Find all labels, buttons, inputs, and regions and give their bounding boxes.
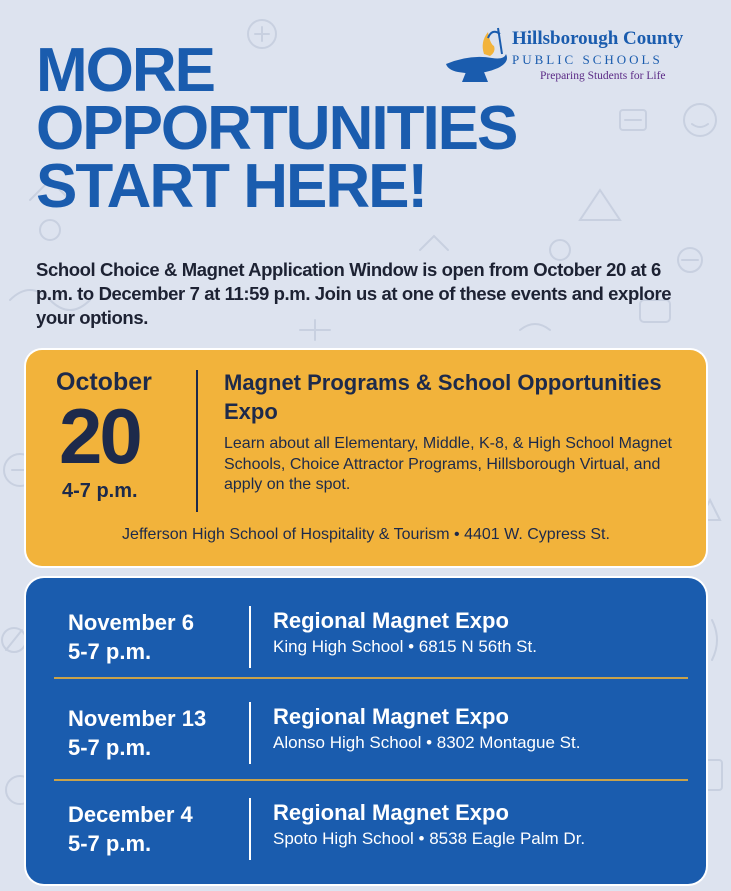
- event-date-day: November 13: [68, 706, 207, 731]
- event-title: Regional Magnet Expo: [273, 608, 509, 633]
- headline-line-2: OPPORTUNITIES: [36, 94, 517, 163]
- featured-description: Learn about all Elementary, Middle, K-8, & High School Magnet Schools, Choice Attractor Programs, Hillsborough Virtual, and apply on the spot.: [224, 435, 672, 493]
- event-row: [26, 598, 706, 684]
- event-date: [68, 800, 193, 858]
- headline-line-3: START HERE!: [36, 152, 427, 221]
- event-date-time: 5-7 p.m.: [68, 735, 152, 760]
- intro-text: School Choice & Magnet Application Window is open from October 20 at 6 p.m. to December 7 at 11:59 p.m. Join us at one of these events and explore your options.: [36, 259, 672, 328]
- event-date-day: December 4: [68, 802, 193, 827]
- event-divider: [249, 702, 251, 764]
- event-title: Regional Magnet Expo: [273, 704, 509, 729]
- regional-events-card: [26, 578, 706, 884]
- featured-divider: [196, 370, 198, 512]
- event-date-day: November 6: [68, 610, 194, 635]
- featured-day: 20: [59, 392, 140, 480]
- event-divider: [249, 798, 251, 860]
- featured-event-card: [26, 350, 706, 566]
- headline-line-1: MORE: [36, 36, 214, 105]
- logo-subtitle: PUBLIC SCHOOLS: [512, 52, 663, 67]
- featured-location: Jefferson High School of Hospitality & Tourism • 4401 W. Cypress St.: [122, 526, 610, 543]
- event-date-time: 5-7 p.m.: [68, 831, 152, 856]
- event-date-time: 5-7 p.m.: [68, 639, 152, 664]
- event-date: [68, 704, 206, 762]
- row-separator: [54, 779, 688, 781]
- featured-time: 4-7 p.m.: [62, 480, 138, 502]
- featured-title: Magnet Programs & School Opportunities Expo: [224, 370, 662, 424]
- page-title: [36, 36, 517, 221]
- featured-month: October: [56, 368, 152, 396]
- logo-title: Hillsborough County: [512, 28, 684, 49]
- row-separator: [54, 677, 688, 679]
- event-date: [68, 608, 194, 666]
- event-title: Regional Magnet Expo: [273, 800, 509, 825]
- event-row: [26, 694, 706, 780]
- logo-tagline: Preparing Students for Life: [540, 70, 666, 82]
- event-row: [26, 790, 706, 876]
- event-divider: [249, 606, 251, 668]
- event-location: Alonso High School • 8302 Montague St.: [273, 733, 581, 752]
- event-location: King High School • 6815 N 56th St.: [273, 637, 537, 656]
- event-location: Spoto High School • 8538 Eagle Palm Dr.: [273, 829, 586, 848]
